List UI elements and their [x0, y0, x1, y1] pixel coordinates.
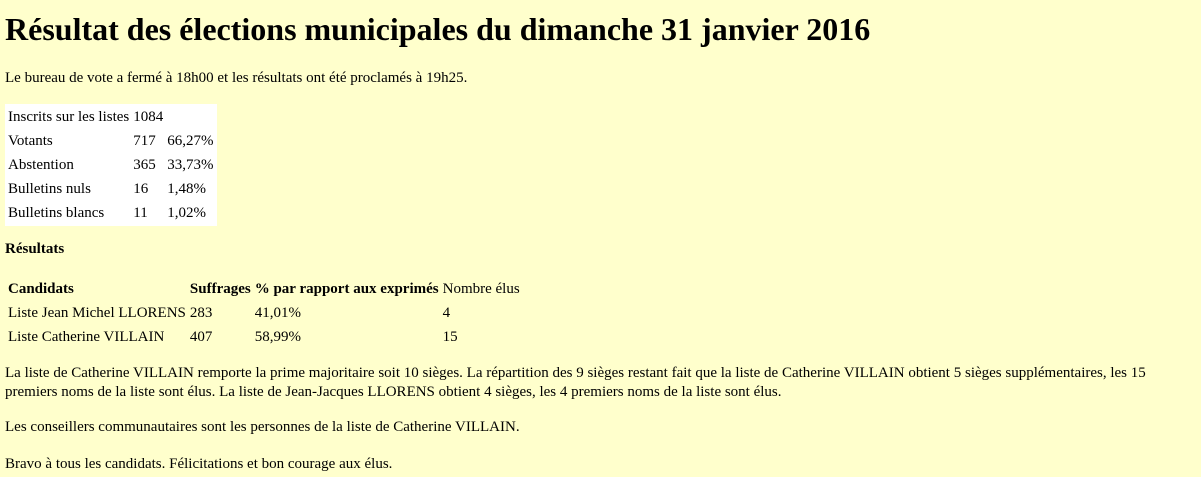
stat-percent: 1,02%	[167, 205, 206, 221]
column-header-elected: Nombre élus	[442, 281, 520, 297]
column-header-candidates: Candidats	[8, 281, 74, 297]
stat-label: Votants	[8, 133, 53, 149]
table-row	[7, 202, 215, 224]
column-header-votes: Suffrages	[189, 281, 251, 297]
table-row	[7, 326, 521, 348]
seat-allocation-paragraph: La liste de Catherine VILLAIN remporte la prime majoritaire soit 10 sièges. La répartition des 9 sièges restant fait que la liste de Catherine VILLAIN obtient 5 sièges supplémentaires, les 15 premiers noms de la liste sont élus. La liste de Jean-Jacques LLORENS obtient 4 sièges, les 4 premiers noms de la liste sont élus.	[5, 365, 1146, 400]
table-row	[7, 178, 215, 200]
stat-percent	[166, 106, 214, 128]
stat-percent: 33,73%	[167, 157, 214, 173]
votes-cell: 283	[189, 305, 213, 321]
table-row	[7, 106, 215, 128]
stat-count: 717	[133, 133, 156, 149]
candidate-name: Liste Catherine VILLAIN	[8, 329, 165, 345]
table-row	[7, 154, 215, 176]
council-members-paragraph: Les conseillers communautaires sont les personnes de la liste de Catherine VILLAIN.	[5, 419, 520, 435]
percent-cell: 58,99%	[254, 329, 301, 345]
percent-cell: 41,01%	[254, 305, 301, 321]
stat-label: Inscrits sur les listes	[8, 109, 130, 125]
intro-text: Le bureau de vote a fermé à 18h00 et les résultats ont été proclamés à 19h25.	[5, 70, 468, 86]
congratulations-paragraph: Bravo à tous les candidats. Félicitations et bon courage aux élus.	[5, 456, 393, 472]
candidate-name: Liste Jean Michel LLORENS	[8, 305, 186, 321]
table-row	[7, 130, 215, 152]
stat-count: 1084	[133, 109, 164, 125]
table-row	[7, 302, 521, 324]
results-table	[5, 276, 523, 350]
stat-count: 11	[133, 205, 148, 221]
column-header-percent: % par rapport aux exprimés	[254, 281, 439, 297]
stat-count: 16	[133, 181, 149, 197]
stat-label: Abstention	[8, 157, 74, 173]
turnout-table	[5, 104, 217, 226]
votes-cell: 407	[189, 329, 213, 345]
elected-cell: 4	[442, 305, 451, 321]
stat-label: Bulletins nuls	[8, 181, 91, 197]
stat-percent: 66,27%	[167, 133, 214, 149]
elected-cell: 15	[442, 329, 458, 345]
table-header-row	[7, 278, 521, 300]
stat-count: 365	[133, 157, 156, 173]
results-heading: Résultats	[5, 241, 65, 257]
stat-label: Bulletins blancs	[8, 205, 105, 221]
stat-percent: 1,48%	[167, 181, 206, 197]
page-title: Résultat des élections municipales du dimanche 31 janvier 2016	[5, 11, 871, 47]
